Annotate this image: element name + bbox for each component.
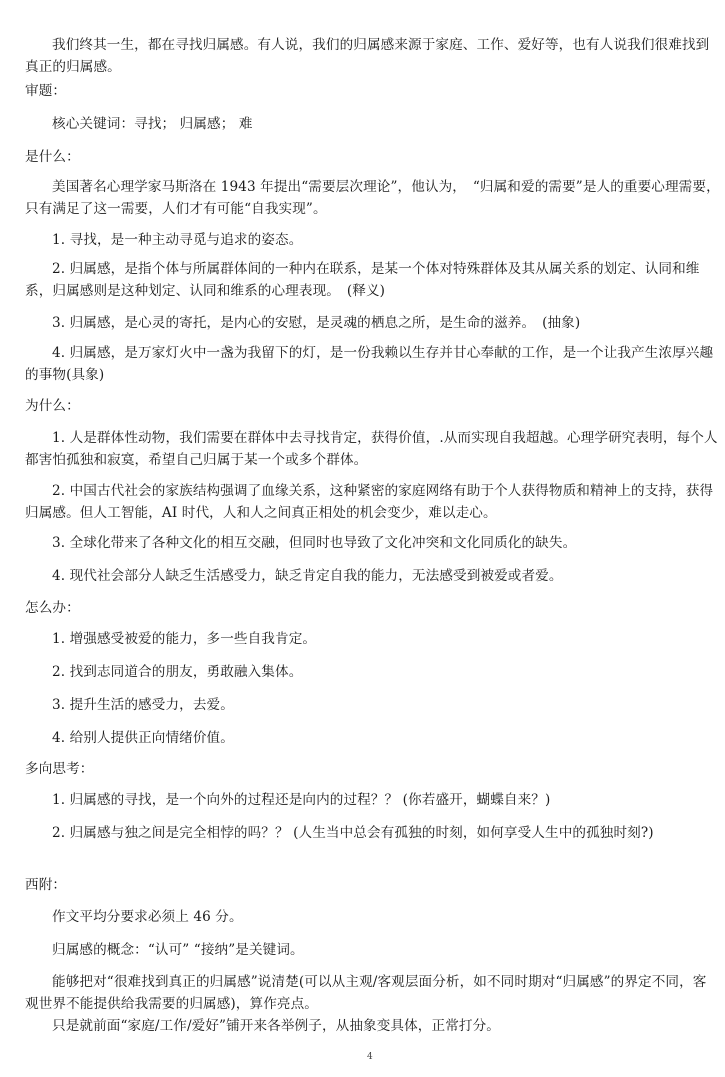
how-item-1: 1. 增强感受被爱的能力，多一些自我肯定。 xyxy=(52,631,317,647)
what-item-2: 2. 归属感，是指个体与所属群体间的一种内在联系，是某一个体对特殊群体及其从属关系的划定、认同和维系，归属感则是这种划定、认同和维系的心理表现。 (释义) xyxy=(25,261,700,299)
section-heading-multi: 多向思考： xyxy=(25,761,94,777)
core-keywords: 核心关键词：寻找； 归属感； 难 xyxy=(52,116,253,132)
why-item-1: 1. 人是群体性动物，我们需要在群体中去寻找肯定，获得价值，.从而实现自我超越。心理学研究表明，每个人都害怕孤独和寂寞，希望自己归属于某一个或多个群体。 xyxy=(25,430,718,468)
how-item-4: 4. 给别人提供正向情绪价值。 xyxy=(52,730,234,746)
what-item-1: 1. 寻找，是一种主动寻觅与追求的姿态。 xyxy=(52,232,303,248)
section-heading-how: 怎么办： xyxy=(25,600,80,616)
page-number: 4 xyxy=(367,1052,373,1062)
intro-paragraph: 我们终其一生，都在寻找归属感。有人说，我们的归属感来源于家庭、工作、爱好等，也有人说我们很难找到真正的归属感。 xyxy=(25,37,710,75)
what-intro-paragraph: 美国著名心理学家马斯洛在 1943 年提出“需要层次理论”，他认为， “归属和爱的需要”是人的重要心理需要，只有满足了这一需要，人们才有可能“自我实现”。 xyxy=(25,179,720,217)
appendix-item-2: 归属感的概念：“认可” “接纳”是关键词。 xyxy=(52,942,304,958)
section-heading-what: 是什么： xyxy=(25,149,80,165)
multi-item-1: 1. 归属感的寻找，是一个向外的过程还是向内的过程？？ (你若盛开，蝴蝶自来？) xyxy=(52,792,551,808)
section-heading-why: 为什么： xyxy=(25,398,80,414)
how-item-2: 2. 找到志同道合的朋友，勇敢融入集体。 xyxy=(52,664,303,680)
appendix-item-3: 能够把对“很难找到真正的归属感”说清楚(可以从主观/客观层面分析，如不同时期对“归属感”的界定不同，客观世界不能提供给我需要的归属感)，算作亮点。 xyxy=(25,974,707,1012)
multi-item-2: 2. 归属感与独之间是完全相悖的吗？？ (人生当中总会有孤独的时刻，如何享受人生中的孤独时刻?) xyxy=(52,825,654,841)
appendix-item-1: 作文平均分要求必须上 46 分。 xyxy=(52,909,243,925)
why-item-2: 2. 中国古代社会的家族结构强调了血缘关系，这种紧密的家庭网络有助于个人获得物质和精神上的支持，获得归属感。但人工智能，AI 时代，人和人之间真正相处的机会变少，难以走心。 xyxy=(25,483,714,521)
why-item-3: 3. 全球化带来了各种文化的相互交融，但同时也导致了文化冲突和文化同质化的缺失。 xyxy=(52,535,577,551)
why-item-4: 4. 现代社会部分人缺乏生活感受力，缺乏肯定自我的能力，无法感受到被爱或者爱。 xyxy=(52,568,563,584)
section-heading-appendix: 西附： xyxy=(25,877,67,893)
what-item-3: 3. 归属感，是心灵的寄托，是内心的安慰，是灵魂的栖息之所，是生命的滋养。 (抽象) xyxy=(52,315,581,331)
appendix-item-4: 只是就前面“家庭/工作/爱好”铺开来各举例子，从抽象变具体，正常打分。 xyxy=(52,1018,500,1034)
section-heading-shenti: 审题： xyxy=(25,83,67,99)
how-item-3: 3. 提升生活的感受力，去爱。 xyxy=(52,697,234,713)
what-item-4: 4. 归属感，是万家灯火中一盏为我留下的灯，是一份我赖以生存并甘心奉献的工作，是一个让我产生浓厚兴趣的事物(具象) xyxy=(25,345,714,383)
